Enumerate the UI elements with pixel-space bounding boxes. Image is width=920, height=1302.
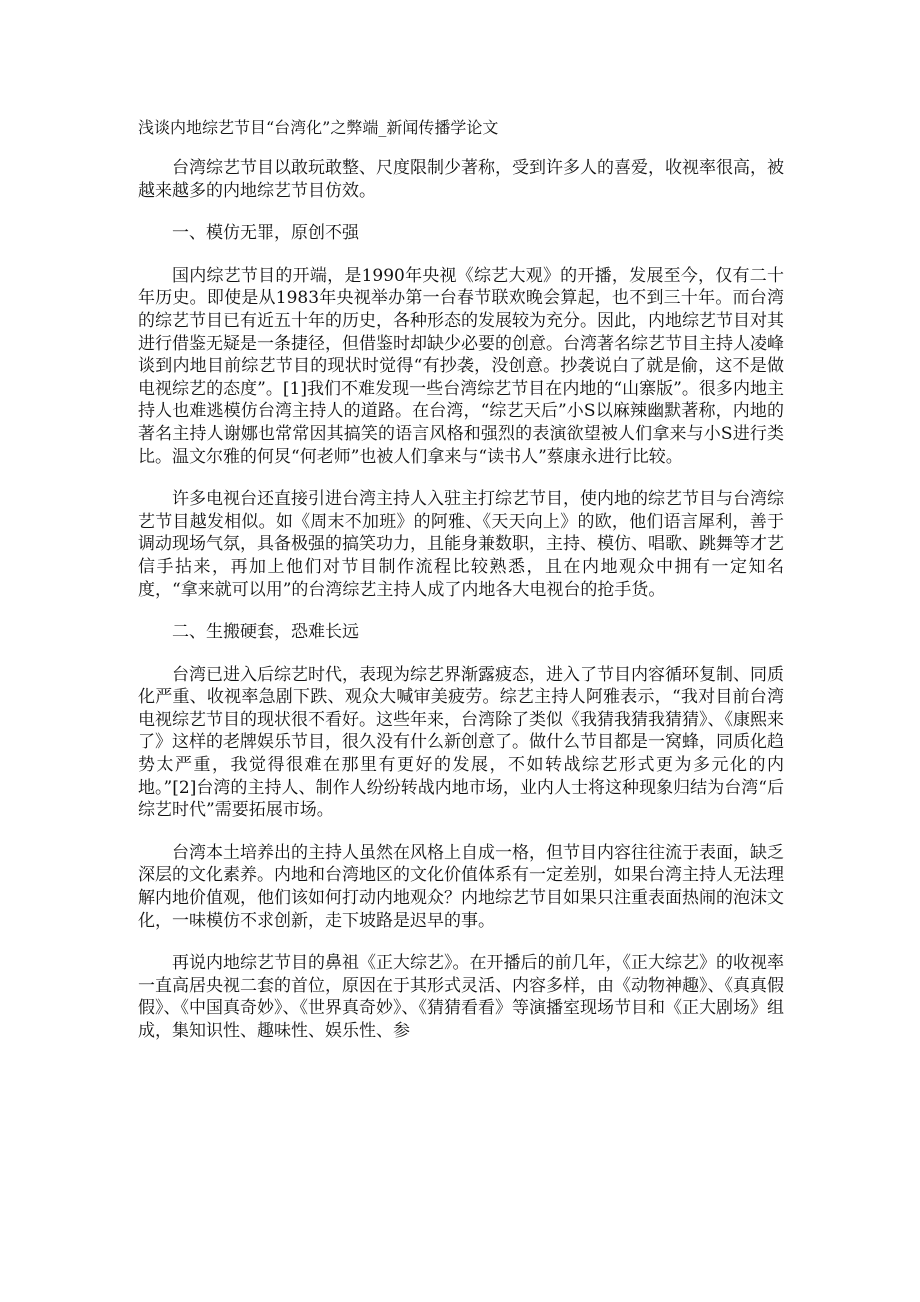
section2-paragraph-1: 台湾已进入后综艺时代，表现为综艺界渐露疲态，进入了节目内容循环复制、同质化严重、收视率急剧下跌、观众大喊审美疲劳。综艺主持人阿雅表示，“我对目前台湾电视综艺节目的现状很不看好。这些年来，台湾除了类似《我猜我猜我猜猜》、《康熙来了》这样的老牌娱乐节目，很久没有什么新创意了。做什么节目都是一窝蜂，同质化趋势太严重，我觉得很难在那里有更好的发展，不如转战综艺形式更为多元化的内地。”[2]台湾的主持人、制作人纷纷转战内地市场，业内人士将这种现象归结为台湾“后综艺时代”需要拓展市场。 [138,664,784,821]
section2-heading: 二、生搬硬套，恐难长远 [172,622,359,643]
section2-paragraph-2: 台湾本土培养出的主持人虽然在风格上自成一格，但节目内容往往流于表面，缺乏深层的文化素养。内地和台湾地区的文化价值体系有一定差别，如果台湾主持人无法理解内地价值观，他们该如何打动内地观众？内地综艺节目如果只注重表面热闹的泡沫文化，一味模仿不求创新，走下坡路是迟早的事。 [138,842,784,931]
section1-paragraph-2: 许多电视台还直接引进台湾主持人入驻主打综艺节目，使内地的综艺节目与台湾综艺节目越发相似。如《周末不加班》的阿雅、《天天向上》的欧，他们语言犀利，善于调动现场气氛，具备极强的搞笑功力，且能身兼数职，主持、模仿、唱歌、跳舞等才艺信手拈来，再加上他们对节目制作流程比较熟悉，且在内地观众中拥有一定知名度，“拿来就可以用”的台湾综艺主持人成了内地各大电视台的抢手货。 [138,489,784,600]
section2-paragraph-3: 再说内地综艺节目的鼻祖《正大综艺》。在开播后的前几年，《正大综艺》的收视率一直高居央视二套的首位，原因在于其形式灵活、内容多样，由《动物神趣》、《真真假假》、《中国真奇妙》、《世界真奇妙》、《猜猜看看》等演播室现场节目和《正大剧场》组成，集知识性、趣味性、娱乐性、参 [138,953,784,1041]
section1-paragraph-1: 国内综艺节目的开端，是1990年央视《综艺大观》的开播，发展至今，仅有二十年历史。即使是从1983年央视举办第一台春节联欢晚会算起，也不到三十年。而台湾的综艺节目已有近五十年的历史，各种形态的发展较为充分。因此，内地综艺节目对其进行借鉴无疑是一条捷径，但借鉴时却缺少必要的创意。台湾著名综艺节目主持人凌峰谈到内地目前综艺节目的现状时觉得“有抄袭，没创意。抄袭说白了就是偷，这不是做电视综艺的态度”。[1]我们不难发现一些台湾综艺节目在内地的“山寨版”。很多内地主持人也难逃模仿台湾主持人的道路。在台湾，“综艺天后”小S以麻辣幽默著称，内地的著名主持人谢娜也常常因其搞笑的语言风格和强烈的表演欲望被人们拿来与小S进行类比。温文尔雅的何炅“何老师”也被人们拿来与“读书人”蔡康永进行比较。 [138,265,784,467]
document-title: 浅谈内地综艺节目“台湾化”之弊端_新闻传播学论文 [138,118,499,137]
intro-paragraph: 台湾综艺节目以敢玩敢整、尺度限制少著称，受到许多人的喜爱，收视率很高，被越来越多的内地综艺节目仿效。 [138,158,784,201]
section1-heading: 一、模仿无罪，原创不强 [172,223,359,244]
document-page [138,117,784,1063]
